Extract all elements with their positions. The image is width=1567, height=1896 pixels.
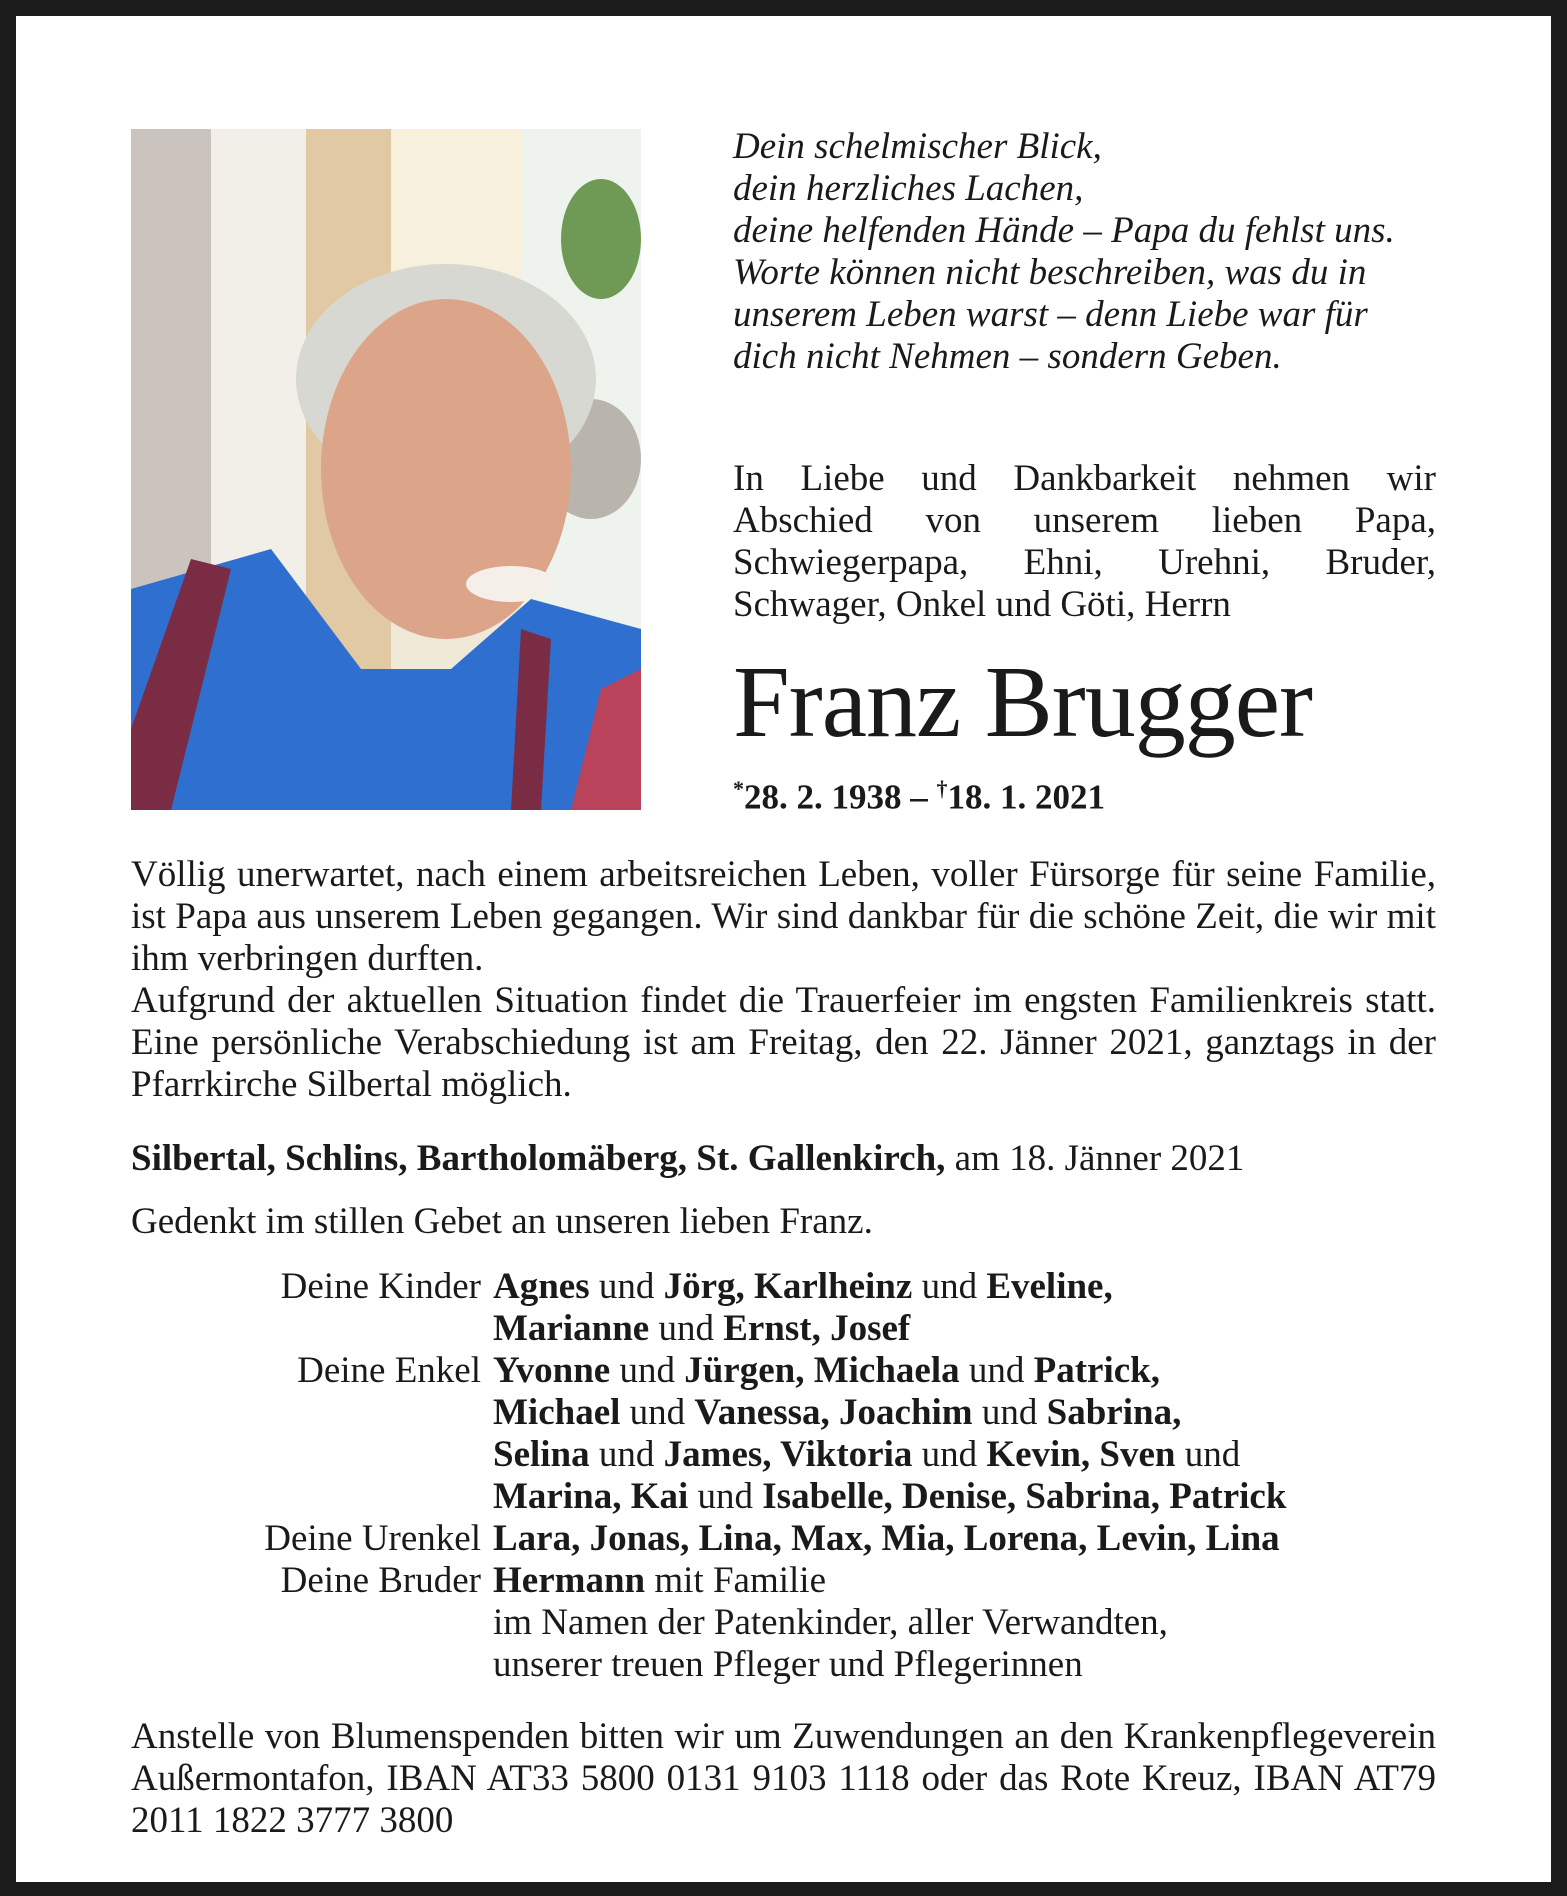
connector-text: und [912, 1266, 987, 1307]
mourner-name: Jörg, Karlheinz [663, 1266, 913, 1307]
poem-line: unserem Leben warst – denn Liebe war für [733, 294, 1368, 335]
mourner-names [493, 1644, 1083, 1686]
mourner-name: Ernst, Josef [723, 1308, 911, 1349]
mourner-name: Michael [493, 1392, 621, 1433]
mourner-row [131, 1560, 1461, 1602]
connector-text: und [912, 1434, 987, 1475]
mourner-names [493, 1560, 826, 1602]
relation-label: Deine Bruder [280, 1560, 481, 1601]
mourner-name: Patrick, [1033, 1350, 1160, 1391]
mourner-name: Agnes [493, 1266, 590, 1307]
mourner-name: Sabrina, [1046, 1392, 1182, 1433]
mourner-name: Marina, Kai [493, 1476, 689, 1517]
mourner-name: Kevin, Sven [986, 1434, 1176, 1475]
body-text [131, 854, 1436, 1106]
mourner-row [131, 1350, 1461, 1392]
connector-text: und [959, 1350, 1034, 1391]
connector-text: und [649, 1308, 724, 1349]
mourner-names [493, 1350, 1160, 1392]
death-date: 18. 1. 2021 [947, 777, 1105, 817]
mourner-row [131, 1476, 1461, 1518]
mourner-name: Yvonne [493, 1350, 611, 1391]
mourner-names [493, 1518, 1280, 1560]
connector-text: und [589, 1266, 664, 1307]
mourner-name: Hermann [493, 1560, 646, 1601]
mourner-row [131, 1434, 1461, 1476]
life-dates [733, 776, 1105, 818]
mourner-names [493, 1602, 1168, 1644]
mourner-row [131, 1644, 1461, 1686]
death-symbol: † [936, 776, 948, 801]
place-date-line [131, 1137, 1244, 1180]
mourner-name: James, Viktoria [663, 1434, 913, 1475]
relation-label: Deine Kinder [280, 1266, 481, 1307]
mourner-names [493, 1434, 1240, 1476]
relation-label [131, 1308, 493, 1350]
mourner-row [131, 1602, 1461, 1644]
mourner-name: Vanessa, Joachim [694, 1392, 973, 1433]
poem [733, 126, 1453, 378]
mourner-name: Marianne [493, 1308, 650, 1349]
poem-line: dich nicht Nehmen – sondern Geben. [733, 336, 1282, 377]
birth-symbol: * [733, 776, 744, 801]
place-towns: Silbertal, Schlins, Bartholomäberg, St. Gallenkirch, [131, 1138, 946, 1179]
mourner-row [131, 1266, 1461, 1308]
mourner-name: Isabelle, Denise, Sabrina, Patrick [762, 1476, 1287, 1517]
mourner-name: Eveline, [986, 1266, 1113, 1307]
poem-line: Dein schelmischer Blick, [733, 126, 1102, 167]
relation-label [131, 1476, 493, 1518]
connector-text: und [688, 1476, 763, 1517]
relation-label [131, 1392, 493, 1434]
mourner-names [493, 1476, 1286, 1518]
relation-label: Deine Enkel [297, 1350, 481, 1391]
mourner-name: Jürgen, Michaela [684, 1350, 960, 1391]
connector-text: und [1175, 1434, 1241, 1475]
mourner-names [493, 1392, 1181, 1434]
poem-line: deine helfenden Hände – Papa du fehlst uns. [733, 210, 1395, 251]
mourner-names [493, 1308, 910, 1350]
portrait-photo [131, 129, 641, 810]
deceased-name: Franz Brugger [733, 646, 1312, 759]
connector-text: und [620, 1392, 695, 1433]
poem-line: dein herzliches Lachen, [733, 168, 1084, 209]
relation-label [131, 1602, 493, 1644]
poem-line: Worte können nicht beschreiben, was du in [733, 252, 1367, 293]
mourner-name: Lara, Jonas, Lina, Max, Mia, Lorena, Levin, Lina [493, 1518, 1280, 1559]
birth-date: 28. 2. 1938 [744, 777, 902, 817]
connector-text: mit Familie [645, 1560, 826, 1601]
intro-text: In Liebe und Dankbarkeit nehmen wir Abschied von unserem lieben Papa, Schwiegerpapa, Ehni, Urehni, Bruder, Schwager, Onkel und Göti, Herrn [733, 458, 1436, 625]
date-dash: – [901, 777, 937, 817]
donation-note: Anstelle von Blumenspenden bitten wir um Zuwendungen an den Krankenpflegeverein Außermontafon, IBAN AT33 5800 0131 9103 1118 oder das Rote Kreuz, IBAN AT79 2011 1822 3777 3800 [131, 1716, 1436, 1841]
mourner-row [131, 1392, 1461, 1434]
connector-text: und [589, 1434, 664, 1475]
relation-label [131, 1644, 493, 1686]
remembrance-line: Gedenkt im stillen Gebet an unseren lieben Franz. [131, 1201, 873, 1242]
relation-label [131, 1434, 493, 1476]
mourners-list [131, 1266, 1461, 1686]
connector-text: und [972, 1392, 1047, 1433]
relation-label: Deine Urenkel [264, 1518, 481, 1559]
place-date: am 18. Jänner 2021 [945, 1138, 1245, 1179]
mourner-name: Selina [493, 1434, 590, 1475]
body-paragraph: Aufgrund der aktuellen Situation findet die Trauerfeier im engsten Familienkreis statt. Eine persönliche Verabschiedung ist am Freitag, den 22. Jänner 2021, ganztags in der Pfarrkirche Silbertal möglich. [131, 980, 1436, 1105]
connector-text: und [610, 1350, 685, 1391]
connector-text: unserer treuen Pfleger und Pflegerinnen [493, 1644, 1083, 1685]
connector-text: im Namen der Patenkinder, aller Verwandten, [493, 1602, 1168, 1643]
mourner-row [131, 1518, 1461, 1560]
mourner-row [131, 1308, 1461, 1350]
body-paragraph: Völlig unerwartet, nach einem arbeitsreichen Leben, voller Fürsorge für seine Familie, ist Papa aus unserem Leben gegangen. Wir sind dankbar für die schöne Zeit, die wir mit ihm verbringen durften. [131, 854, 1436, 979]
mourner-names [493, 1266, 1113, 1308]
